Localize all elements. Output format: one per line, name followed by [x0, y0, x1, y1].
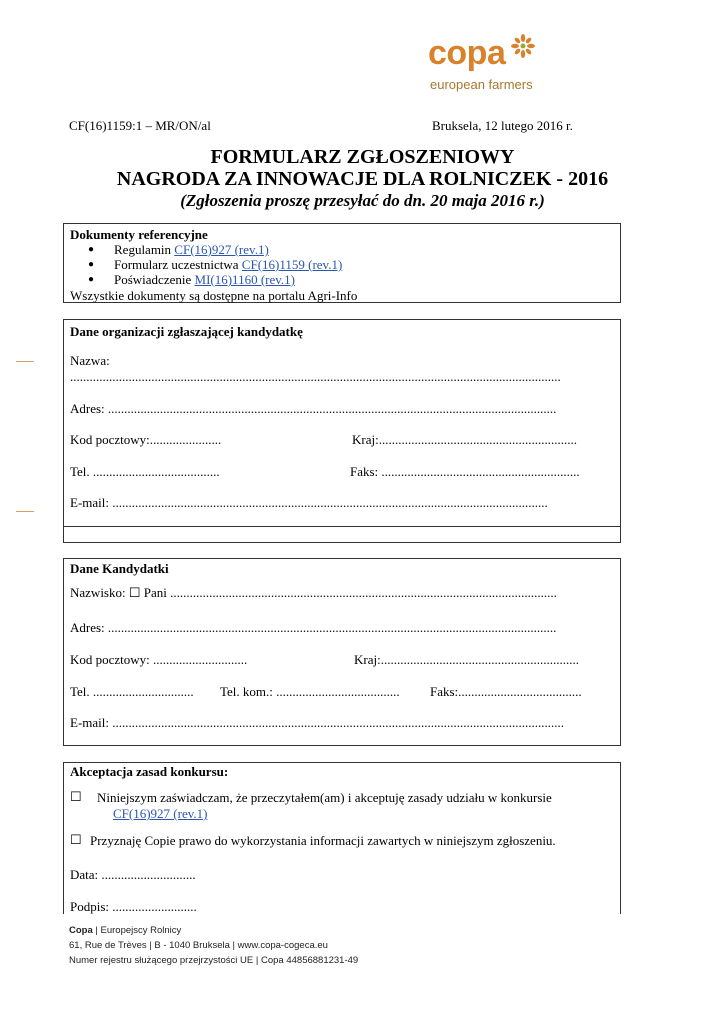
footer-brand: Copa | Europejscy Rolnicy [69, 925, 182, 936]
margin-mark [16, 361, 34, 362]
logo-subtitle: european farmers [430, 77, 533, 92]
candidate-surname-row: Nazwisko: ☐ Pani ....................................................................................................................... [70, 585, 557, 600]
form-title: FORMULARZ ZGŁOSZENIOWY [210, 146, 515, 168]
footer-register: Numer rejestru służącego przejrzystości UE | Copa 44856881231-49 [69, 955, 359, 966]
reference-item: ● Regulamin CF(16)927 (rev.1) [88, 242, 269, 257]
reference-item: ● Poświadczenie MI(16)1160 (rev.1) [88, 272, 295, 287]
document-reference: CF(16)1159:1 – MR/ON/al [69, 118, 211, 133]
candidate-phone-field[interactable]: Tel. ............................... [70, 684, 194, 699]
margin-mark [16, 511, 34, 512]
candidate-section [63, 558, 621, 746]
org-name-label: Nazwa: [70, 353, 110, 368]
acceptance-checkbox-icon[interactable]: ☐ [70, 789, 82, 804]
regulation-link[interactable]: CF(16)927 (rev.1) [174, 242, 269, 257]
org-phone-field[interactable]: Tel. ....................................... [70, 464, 220, 479]
org-name-field[interactable]: ....................................................................................................................................................... [70, 369, 561, 384]
acceptance-heading: Akceptacja zasad konkursu: [70, 764, 229, 779]
acceptance-statement: Niniejszym zaświadczam, że przeczytałem(am) i akceptuję zasady udziału w konkursie [97, 790, 552, 805]
org-postal-code-field[interactable]: Kod pocztowy:...................... [70, 432, 222, 447]
checkbox-icon[interactable]: ☐ [128, 585, 141, 600]
references-note: Wszystkie dokumenty są dostępne na portalu Agri-Info [70, 288, 358, 303]
divider [64, 526, 620, 527]
copa-logo: copa [428, 34, 506, 72]
candidate-fax-field[interactable]: Faks:...................................... [430, 684, 582, 699]
org-country-field[interactable]: Kraj:............................................................. [352, 432, 577, 447]
candidate-mobile-field[interactable]: Tel. kom.: ...................................... [220, 684, 400, 699]
deadline-note: (Zgłoszenia proszę przesyłać do dn. 20 maja 2016 r.) [180, 191, 545, 210]
bullet-icon: ● [88, 259, 95, 270]
bullet-icon: ● [88, 274, 95, 285]
references-heading: Dokumenty referencyjne [70, 227, 208, 242]
date-field[interactable]: Data: ............................. [70, 867, 196, 882]
footer-address: 61, Rue de Trèves | B - 1040 Bruksela | www.copa-cogeca.eu [69, 940, 328, 951]
reference-item: ● Formularz uczestnictwa CF(16)1159 (rev.1) [88, 257, 343, 272]
signature-field[interactable]: Podpis: .......................... [70, 899, 197, 914]
document-date: Bruksela, 12 lutego 2016 r. [432, 118, 573, 133]
form-subtitle: NAGRODA ZA INNOWACJE DLA ROLNICZEK - 2016 [116, 168, 609, 190]
consent-checkbox-icon[interactable]: ☐ [70, 832, 82, 847]
org-email-field[interactable]: E-mail: ...................................................................................................................................... [70, 495, 548, 510]
bullet-icon: ● [88, 244, 95, 255]
candidate-surname-field[interactable]: Pani ....................................................................................................................... [140, 585, 557, 600]
reference-documents-box [63, 223, 621, 303]
acceptance-section [63, 762, 621, 914]
candidate-email-field[interactable]: E-mail: ........................................................................................................................................... [70, 715, 564, 730]
candidate-heading: Dane Kandydatki [70, 561, 169, 576]
org-address-field[interactable]: Adres: .......................................................................................................................................... [70, 401, 557, 416]
candidate-country-field[interactable]: Kraj:............................................................. [354, 652, 579, 667]
org-fax-field[interactable]: Faks: ............................................................. [350, 464, 580, 479]
acceptance-rules-link[interactable]: CF(16)927 (rev.1) [113, 806, 208, 821]
candidate-address-field[interactable]: Adres: .......................................................................................................................................... [70, 620, 557, 635]
entry-form-link[interactable]: CF(16)1159 (rev.1) [241, 257, 343, 272]
organization-heading: Dane organizacji zgłaszającej kandydatkę [70, 324, 303, 339]
flower-icon [510, 33, 536, 59]
organization-section [63, 319, 621, 543]
candidate-postal-code-field[interactable]: Kod pocztowy: ............................. [70, 652, 248, 667]
consent-statement: Przyznaję Copie prawo do wykorzystania informacji zawartych w niniejszym zgłoszeniu. [90, 833, 556, 848]
certificate-link[interactable]: MI(16)1160 (rev.1) [194, 272, 295, 287]
